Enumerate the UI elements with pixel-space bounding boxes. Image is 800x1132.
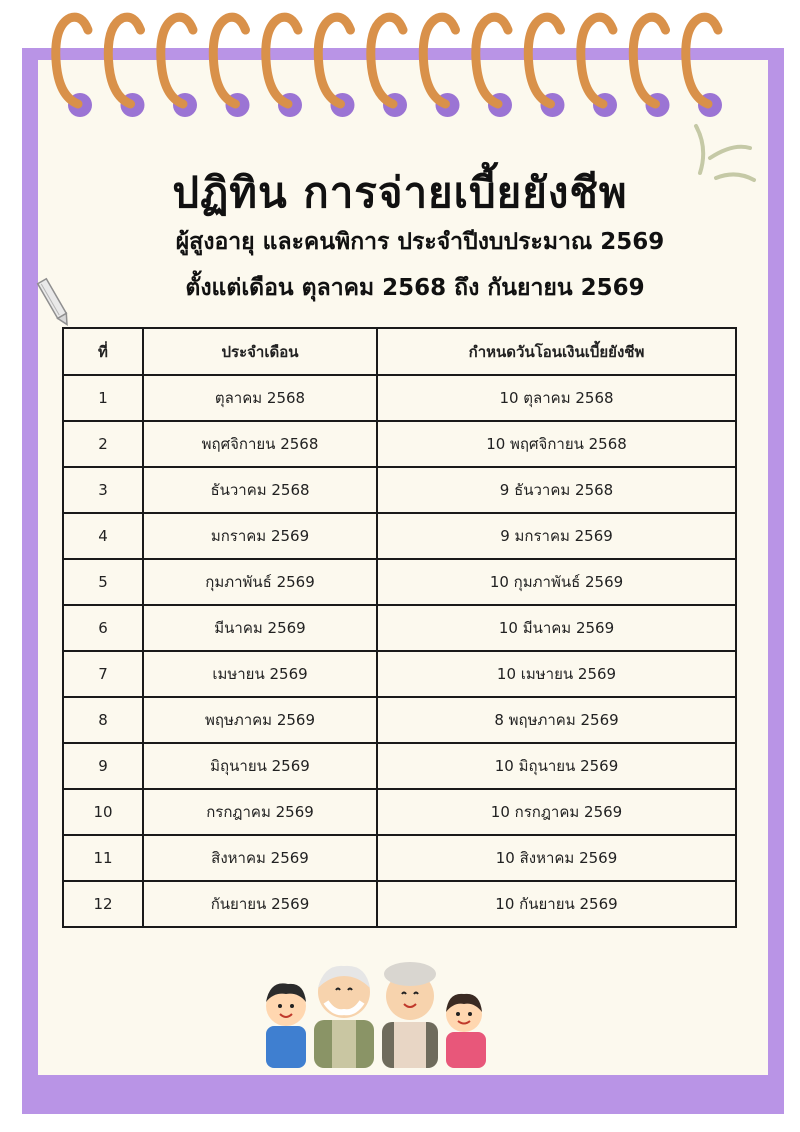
binding-ring: [476, 17, 508, 104]
table-row: [63, 467, 736, 513]
girl-figure: [446, 994, 486, 1068]
binding-ring: [633, 17, 665, 104]
boy-figure: [266, 983, 306, 1068]
binding-ring: [371, 17, 403, 104]
row-no: 7: [63, 651, 143, 697]
binding-ring: [528, 17, 560, 104]
row-no: 1: [63, 375, 143, 421]
row-transfer-date: 10 ตุลาคม 2568: [377, 375, 736, 421]
row-no: 12: [63, 881, 143, 927]
binding-ring: [318, 17, 350, 104]
page-title: ปฏิทิน การจ่ายเบี้ยยังชีพ: [172, 168, 628, 217]
row-month: มีนาคม 2569: [143, 605, 377, 651]
row-transfer-date: 10 พฤศจิกายน 2568: [377, 421, 736, 467]
binding-ring: [161, 17, 193, 104]
family-illustration-icon: [258, 958, 498, 1068]
row-month: ธันวาคม 2568: [143, 467, 377, 513]
row-no: 8: [63, 697, 143, 743]
row-month: เมษายน 2569: [143, 651, 377, 697]
row-transfer-date: 9 มกราคม 2569: [377, 513, 736, 559]
row-month: กุมภาพันธ์ 2569: [143, 559, 377, 605]
row-transfer-date: 10 กุมภาพันธ์ 2569: [377, 559, 736, 605]
grandfather-figure: [314, 966, 374, 1068]
row-month: มกราคม 2569: [143, 513, 377, 559]
table-row: [63, 789, 736, 835]
header-month: ประจำเดือน: [143, 328, 377, 375]
binding-ring: [423, 17, 455, 104]
table-row: [63, 881, 736, 927]
row-no: 10: [63, 789, 143, 835]
binding-ring: [581, 17, 613, 104]
row-no: 5: [63, 559, 143, 605]
row-month: สิงหาคม 2569: [143, 835, 377, 881]
binding-ring: [56, 17, 88, 104]
row-no: 9: [63, 743, 143, 789]
row-no: 6: [63, 605, 143, 651]
row-no: 4: [63, 513, 143, 559]
row-transfer-date: 10 มีนาคม 2569: [377, 605, 736, 651]
row-transfer-date: 10 มิถุนายน 2569: [377, 743, 736, 789]
grandmother-figure: [382, 962, 438, 1068]
row-transfer-date: 9 ธันวาคม 2568: [377, 467, 736, 513]
header-transfer-date: กำหนดวันโอนเงินเบี้ยยังชีพ: [377, 328, 736, 375]
row-month: พฤษภาคม 2569: [143, 697, 377, 743]
table-row: [63, 651, 736, 697]
row-month: พฤศจิกายน 2568: [143, 421, 377, 467]
table-row: [63, 835, 736, 881]
subtitle-period: ตั้งแต่เดือน ตุลาคม 2568 ถึง กันยายน 2569: [185, 275, 645, 301]
subtitle-beneficiaries: ผู้สูงอายุ และคนพิการ ประจำปีงบประมาณ 2569: [175, 229, 665, 255]
table-row: [63, 421, 736, 467]
header-no: ที่: [63, 328, 143, 375]
table-row: [63, 559, 736, 605]
table-header-row: [63, 328, 736, 375]
binding-ring: [686, 17, 718, 104]
table-row: [63, 375, 736, 421]
payment-schedule-table: [62, 327, 737, 928]
table-row: [63, 697, 736, 743]
table-row: [63, 513, 736, 559]
row-transfer-date: 10 กันยายน 2569: [377, 881, 736, 927]
binding-ring: [266, 17, 298, 104]
binding-ring: [108, 17, 140, 104]
row-transfer-date: 10 กรกฎาคม 2569: [377, 789, 736, 835]
binding-ring: [213, 17, 245, 104]
table-row: [63, 743, 736, 789]
row-month: ตุลาคม 2568: [143, 375, 377, 421]
row-transfer-date: 10 เมษายน 2569: [377, 651, 736, 697]
spiral-binding-icon: [0, 0, 800, 140]
row-transfer-date: 10 สิงหาคม 2569: [377, 835, 736, 881]
row-no: 2: [63, 421, 143, 467]
row-month: มิถุนายน 2569: [143, 743, 377, 789]
row-no: 11: [63, 835, 143, 881]
row-transfer-date: 8 พฤษภาคม 2569: [377, 697, 736, 743]
row-month: กันยายน 2569: [143, 881, 377, 927]
row-no: 3: [63, 467, 143, 513]
row-month: กรกฎาคม 2569: [143, 789, 377, 835]
table-row: [63, 605, 736, 651]
